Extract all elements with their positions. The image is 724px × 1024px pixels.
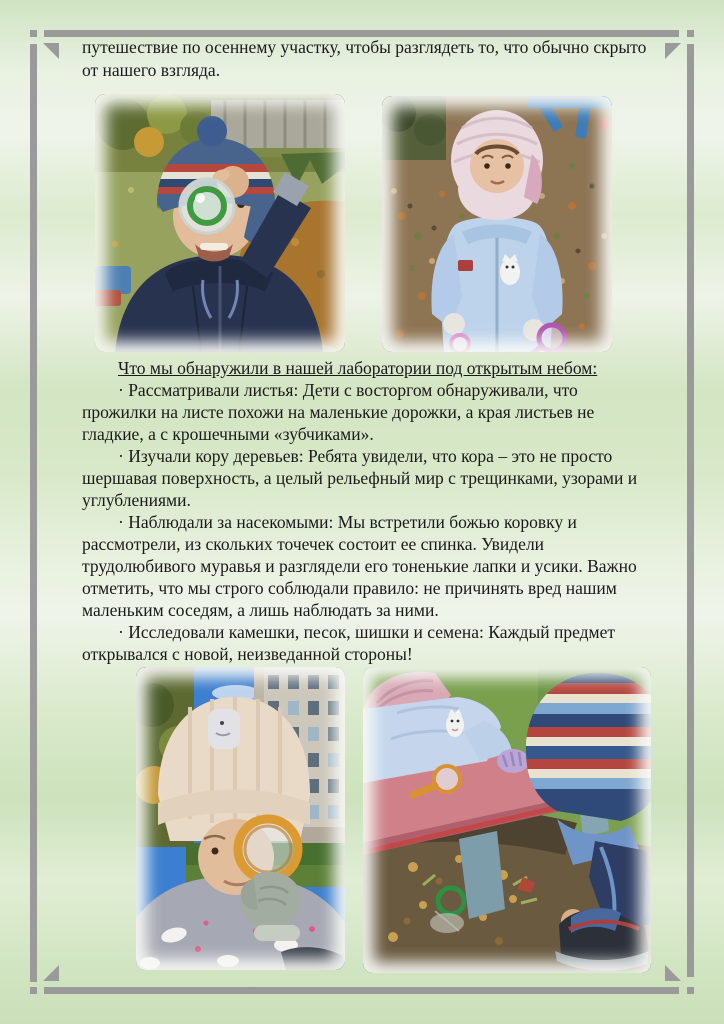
frame-corner-square-bl <box>30 987 37 994</box>
photo-children-pink-bench <box>363 667 651 973</box>
bullet-bark: · Изучали кору деревьев: Ребята увидели, что кора – это не просто шершавая поверхность, а целый рельефный мир с трещинками, узорами и углублениями. <box>82 446 638 510</box>
frame-corner-triangle-bl <box>43 965 59 981</box>
photo-girl-orange-magnifier-art <box>136 667 345 970</box>
photo-girl-blue-jacket-art <box>382 96 612 352</box>
frame-corner-triangle-tl <box>43 43 59 59</box>
frame-left-bar <box>30 44 37 982</box>
findings-section <box>82 357 652 665</box>
photo-girl-blue-jacket <box>382 96 612 352</box>
frame-bottom-bar <box>44 987 679 994</box>
section-heading: Что мы обнаружили в нашей лаборатории под открытым небом: <box>118 358 598 378</box>
bullet-insects: · Наблюдали за насекомыми: Мы встретили божью коровку и рассмотрели, из скольких точечек состоит ее спинка. Увидели трудолюбивого муравья и разглядели его тоненькие лапки и усики. Важно отметить, что мы строго соблюдали правило: не причинять вред нашим маленьким соседям, а лишь наблюдать за ними. <box>82 512 637 620</box>
frame-right-bar <box>687 44 694 977</box>
frame-corner-square-tr <box>687 30 694 37</box>
photo-boy-jar-magnifier <box>95 94 345 352</box>
intro-paragraph: путешествие по осеннему участку, чтобы разглядеть то, что обычно скрыто от нашего взгляда. <box>82 37 647 80</box>
photo-children-pink-bench-art <box>363 667 651 973</box>
frame-corner-triangle-tr <box>665 43 681 59</box>
photo-girl-orange-magnifier <box>136 667 345 970</box>
frame-corner-triangle-br <box>665 965 681 981</box>
bullet-leaves: · Рассматривали листья: Дети с восторгом обнаруживали, что прожилки на листе похожи на маленькие дорожки, а края листьев не гладкие, а с крошечными «зубчиками». <box>82 380 595 444</box>
frame-corner-square-tl <box>30 30 37 37</box>
photo-boy-jar-magnifier-art <box>95 94 345 352</box>
frame-corner-square-br <box>687 987 694 994</box>
bullet-stones: · Исследовали камешки, песок, шишки и семена: Каждый предмет открывался с новой, неизведанной стороны! <box>82 622 616 664</box>
